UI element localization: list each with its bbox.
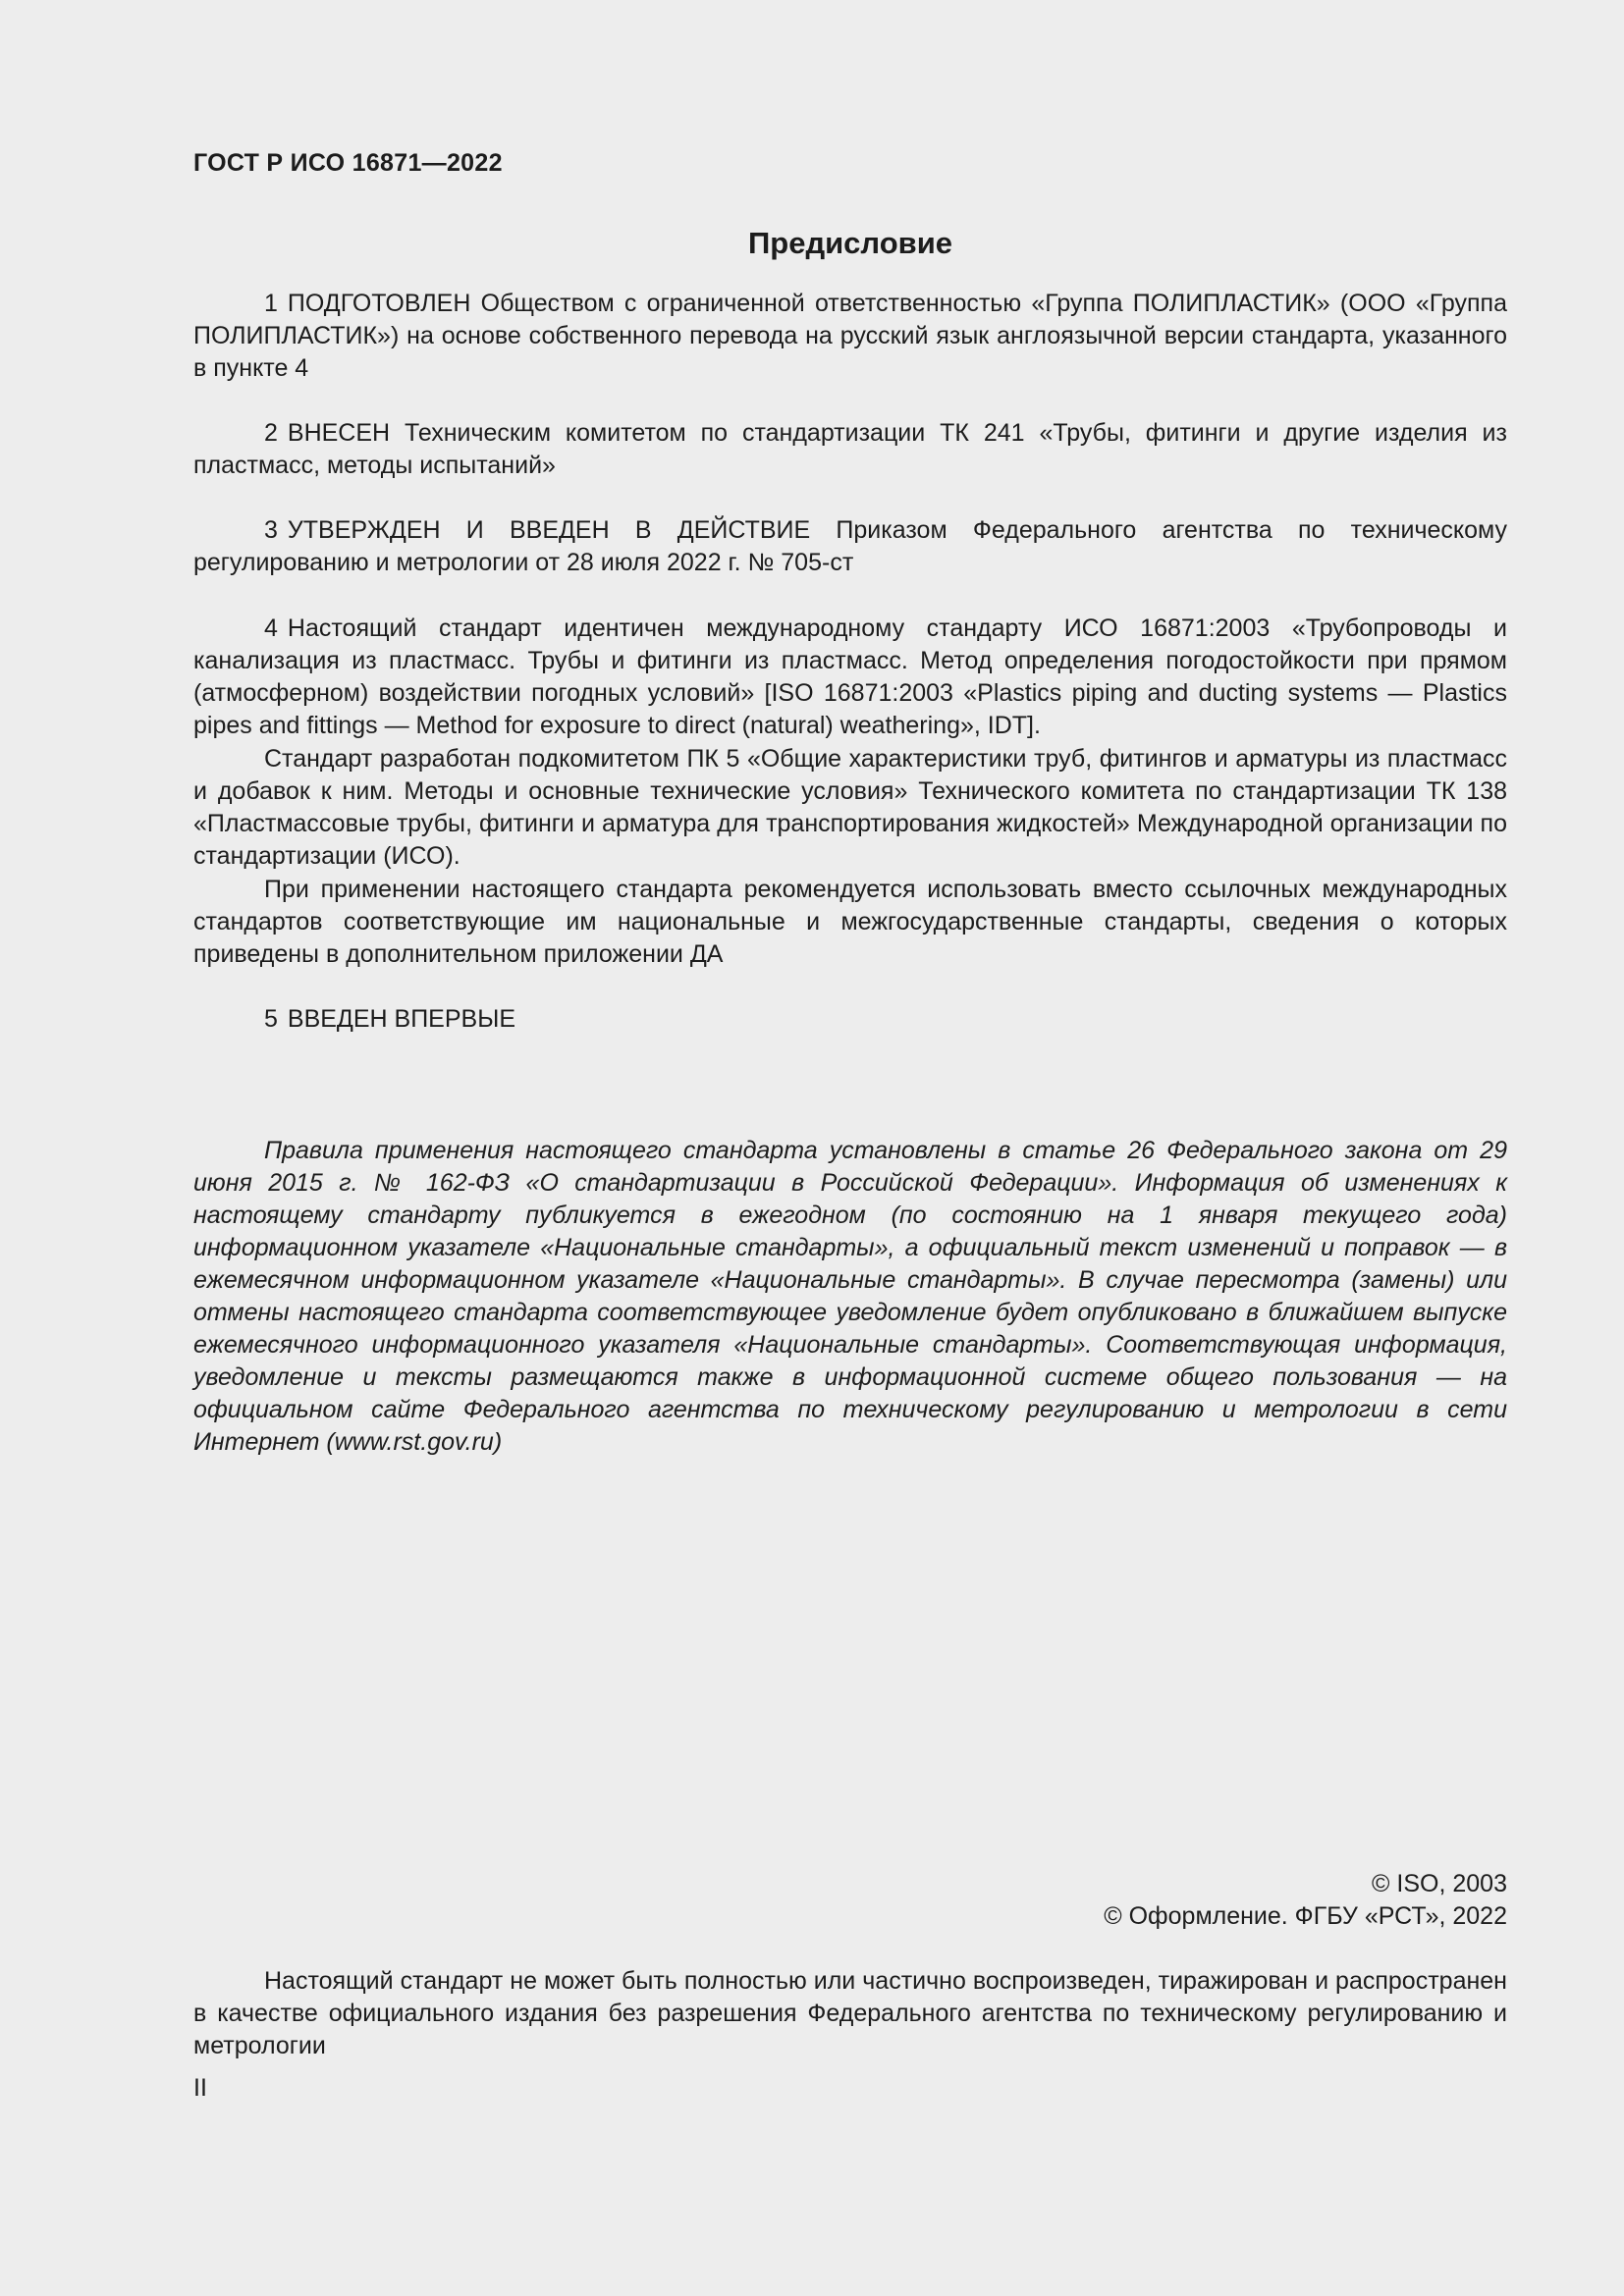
page-number: II bbox=[193, 2074, 207, 2102]
reproduction-note: Настоящий стандарт не может быть полностью или частично воспроизведен, тиражирован и распространен в качестве официального издания без разрешения Федерального агентства по техническому регулированию и метрологии bbox=[193, 1967, 1507, 2059]
foreword-item-2 bbox=[193, 417, 1507, 482]
copyright-design: © Оформление. ФГБУ «РСТ», 2022 bbox=[1104, 1902, 1507, 1930]
document-page bbox=[193, 0, 1507, 2296]
item-number: 5 bbox=[264, 1005, 278, 1033]
foreword-item-4-reference-note: При применении настоящего стандарта рекомендуется использовать вместо ссылочных международных стандартов соответствующие им национальные и межгосударственные стандарты, сведения о которых приведены в дополнительном приложении ДА bbox=[193, 876, 1507, 968]
item-number: 2 bbox=[264, 419, 278, 447]
item-number: 1 bbox=[264, 290, 278, 317]
page-title: Предисловие bbox=[747, 226, 952, 260]
application-rules-note: Правила применения настоящего стандарта установлены в статье 26 Федерального закона от 29 июня 2015 г. № 162-ФЗ «О стандартизации в Российской Федерации». Информация об изменениях к настоящему стандарту публикуется в ежегодном (по состоянию на 1 января текущего года) информационном указателе «Национальные стандарты», а официальный текст изменений и поправок — в ежемесячном информационном указателе «Национальные стандарты». В случае пересмотра (замены) или отмены настоящего стандарта соответствующее уведомление будет опубликовано в ближайшем выпуске ежемесячного информационного указателя «Национальные стандарты». Соответствующая информация, уведомление и тексты размещаются также в информационной системе общего пользования — на официальном сайте Федерального агентства по техническому регулированию и метрологии в сети Интернет (www.rst.gov.ru) bbox=[193, 1137, 1507, 1456]
foreword-item-4-subcommittee: Стандарт разработан подкомитетом ПК 5 «Общие характеристики труб, фитингов и арматуры из пластмасс и добавок к ним. Методы и основные технические условия» Технического комитета по стандартизации ТК 138 «Пластмассовые трубы, фитинги и арматура для транспортирования жидкостей» Международной организации по стандартизации (ИСО). bbox=[193, 745, 1507, 870]
item-text: ПОДГОТОВЛЕН Обществом с ограниченной ответственностью «Группа ПОЛИПЛАСТИК» (ООО «Группа ПОЛИПЛАСТИК») на основе собственного перевода на русский язык англоязычной версии стандарта, указанного в пункте 4 bbox=[193, 290, 1507, 382]
item-text: Настоящий стандарт идентичен международному стандарту ИСО 16871:2003 «Трубопроводы и канализация из пластмасс. Трубы и фитинги из пластмасс. Метод определения погодостойкости при прямом (атмосферном) воздействии погодных условий» [ISO 16871:2003 «Plastics piping and ducting systems — Plastics pipes and fittings — Method for exposure to direct (natural) weathering», IDT]. bbox=[193, 614, 1507, 739]
foreword-item-4 bbox=[193, 613, 1507, 742]
item-text: УТВЕРЖДЕН И ВВЕДЕН В ДЕЙСТВИЕ Приказом Федерального агентства по техническому регулированию и метрологии от 28 июля 2022 г. № 705-ст bbox=[193, 516, 1507, 576]
item-number: 3 bbox=[264, 516, 278, 544]
item-number: 4 bbox=[264, 614, 278, 642]
copyright-iso: © ISO, 2003 bbox=[1372, 1870, 1507, 1897]
foreword-item-1 bbox=[193, 288, 1507, 385]
foreword-item-3 bbox=[193, 514, 1507, 579]
item-text: ВНЕСЕН Техническим комитетом по стандартизации ТК 241 «Трубы, фитинги и другие изделия из пластмасс, методы испытаний» bbox=[193, 419, 1507, 479]
foreword-item-5 bbox=[193, 1003, 1507, 1036]
item-text: ВВЕДЕН ВПЕРВЫЕ bbox=[287, 1005, 516, 1033]
document-code: ГОСТ Р ИСО 16871—2022 bbox=[193, 149, 503, 177]
